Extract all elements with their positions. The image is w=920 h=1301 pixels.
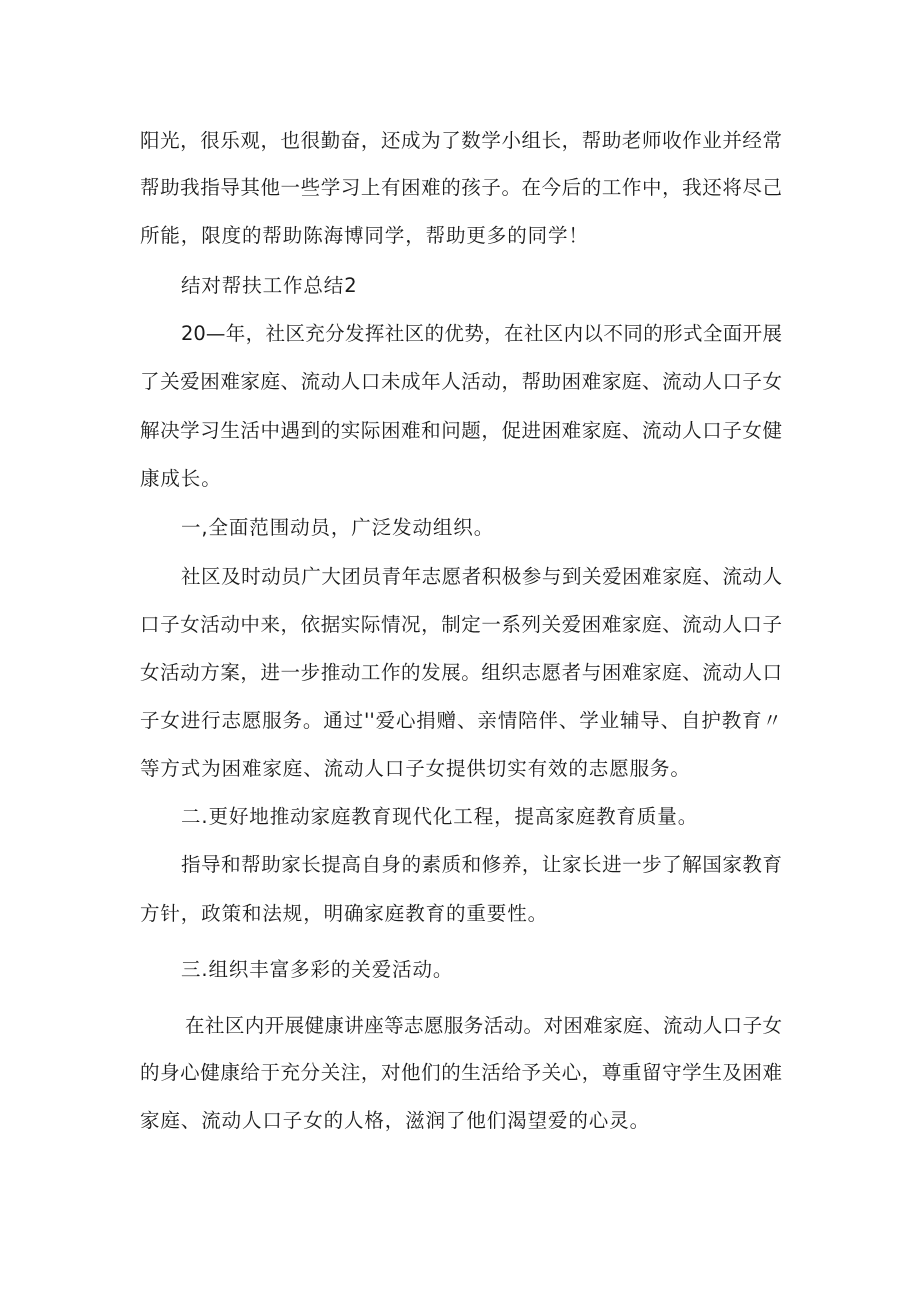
body-text-line: 阳光，很乐观，也很勤奋，还成为了数学小组长，帮助老师收作业并经常 bbox=[140, 129, 782, 152]
body-text-line: 了关爱困难家庭、流动人口未成年人活动，帮助困难家庭、流动人口子女 bbox=[140, 370, 782, 393]
body-text-line: 在社区内开展健康讲座等志愿服务活动。对困难家庭、流动人口子女 bbox=[185, 1014, 782, 1037]
body-text-line: 指导和帮助家长提高自身的素质和修养，让家长进一步了解国家教育 bbox=[181, 853, 782, 876]
body-text-line: 20—年，社区充分发挥社区的优势，在社区内以不同的形式全面开展 bbox=[181, 322, 782, 345]
body-text-line: 的身心健康给于充分关注，对他们的生活给予关心，尊重留守学生及困难 bbox=[140, 1061, 782, 1084]
body-text-line: 子女进行志愿服务。通过''爱心捐赠、亲情陪伴、学业辅导、自护教育〃 bbox=[140, 709, 782, 732]
body-text-line: 康成长。 bbox=[140, 467, 222, 490]
body-text-line: 口子女活动中来，依据实际情况，制定一系列关爱困难家庭、流动人口子 bbox=[140, 613, 782, 636]
body-text-line: 女活动方案，进一步推动工作的发展。组织志愿者与困难家庭、流动人口 bbox=[140, 661, 782, 684]
heading-three: 三.组织丰富多彩的关爱活动。 bbox=[181, 958, 454, 981]
body-text-line: 家庭、流动人口子女的人格，滋润了他们渴望爱的心灵。 bbox=[140, 1109, 651, 1132]
body-text-line: 所能，限度的帮助陈海博同学，帮助更多的同学！ bbox=[140, 224, 589, 247]
heading-one: 一,全面范围动员，广泛发动组织。 bbox=[181, 516, 495, 539]
body-text-line: 解决学习生活中遇到的实际困难和问题，促进困难家庭、流动人口子女健 bbox=[140, 419, 782, 442]
body-text-line: 帮助我指导其他一些学习上有困难的孩子。在今后的工作中，我还将尽己 bbox=[140, 176, 782, 199]
body-text-line: 方针，政策和法规，明确家庭教育的重要性。 bbox=[140, 902, 549, 925]
section-title: 结对帮扶工作总结2 bbox=[181, 274, 358, 297]
heading-two: 二.更好地推动家庭教育现代化工程，提高家庭教育质量。 bbox=[181, 805, 699, 828]
body-text-line: 社区及时动员广大团员青年志愿者积极参与到关爱困难家庭、流动人 bbox=[181, 565, 782, 588]
body-text-line: 等方式为困难家庭、流动人口子女提供切实有效的志愿服务。 bbox=[140, 757, 691, 780]
